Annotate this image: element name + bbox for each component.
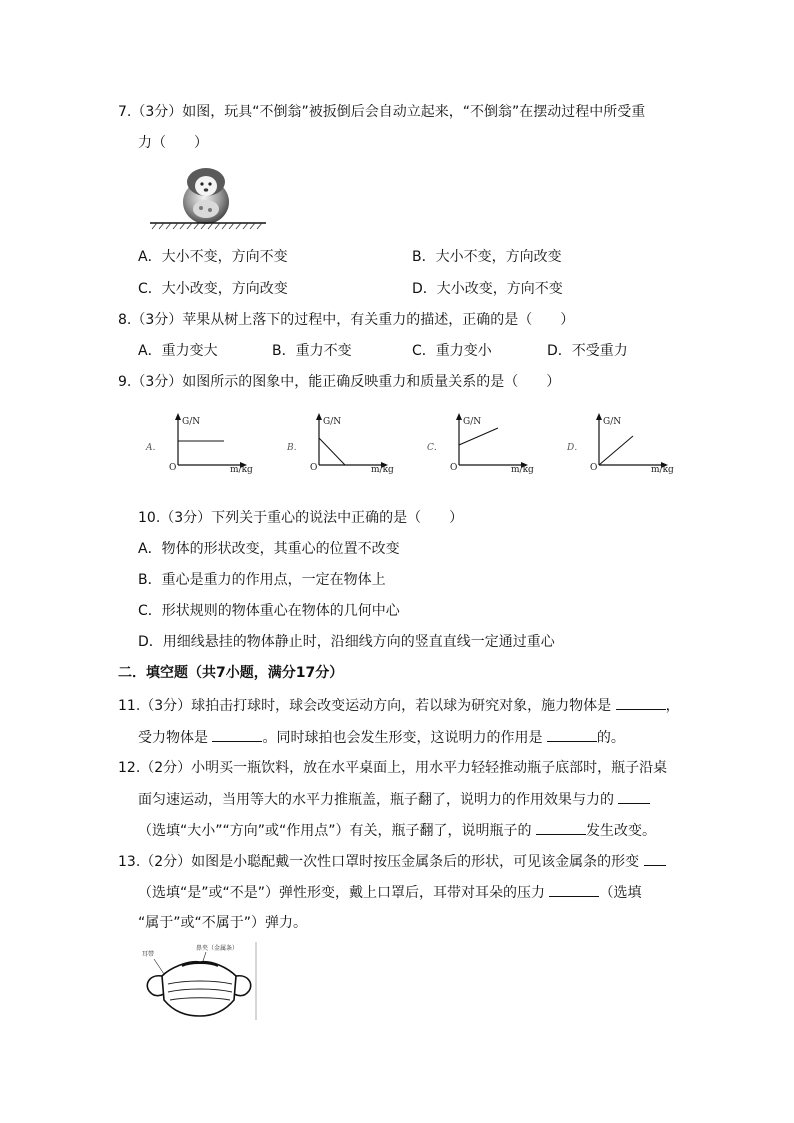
- section-heading-fill-in: 二．填空题（共7小题，满分17分）: [118, 665, 344, 681]
- q13-line1: [118, 851, 666, 872]
- q12-blank-1[interactable]: [618, 789, 650, 804]
- q9-graph-a[interactable]: [142, 412, 254, 474]
- q7-option-c[interactable]: C．大小改变，方向改变: [138, 281, 288, 297]
- q9-graph-b-line: [319, 438, 345, 465]
- q9-graph-d-option-label: D．: [567, 443, 584, 453]
- q9-stem: 9.（3分）如图所示的图象中，能正确反映重力和质量关系的是（ ）: [118, 374, 561, 390]
- q9-graph-b-origin: O: [310, 463, 318, 473]
- q13-line3: “属于”或“不属于”）弹力。: [138, 915, 308, 931]
- q10-option-b[interactable]: B．重心是重力的作用点，一定在物体上: [138, 572, 386, 588]
- q10-stem: 10.（3分）下列关于重心的说法中正确的是（ ）: [138, 510, 464, 526]
- q8-option-c[interactable]: C．重力变小: [412, 343, 492, 359]
- q9-graph-a-option-label: A．: [146, 443, 162, 453]
- q13-blank-1[interactable]: [644, 851, 666, 866]
- q13-blank-2[interactable]: [549, 882, 599, 897]
- q11-text-1-end: ，: [665, 698, 680, 714]
- q8-stem: 8.（3分）苹果从树上落下的过程中，有关重力的描述，正确的是（ ）: [118, 312, 575, 328]
- q12-line2: [138, 789, 650, 810]
- q13-text-1: 13.（2分）如图是小聪配戴一次性口罩时按压金属条后的形状，可见该金属条的形变: [118, 854, 640, 870]
- face-mask-figure: [140, 940, 260, 1022]
- q12-text-3b: 发生改变。: [585, 823, 656, 839]
- q9-graph-b-xlabel: m/kg: [371, 465, 394, 475]
- q11-text-1: 11.（3分）球拍击打球时，球会改变运动方向，若以球为研究对象，施力物体是: [118, 698, 612, 714]
- q9-graph-a-origin: O: [169, 463, 177, 473]
- q11-text-3: 。同时球拍也会发生形变，这说明力的作用是: [262, 730, 543, 746]
- q9-graph-a-ylabel: G/N: [182, 417, 201, 427]
- q13-text-2b: （选填: [599, 885, 642, 901]
- q9-graph-b-option-label: B．: [287, 443, 303, 453]
- tumbler-toy-figure: [148, 162, 268, 232]
- q8-option-b[interactable]: B．重力不变: [272, 343, 352, 359]
- q10-option-c[interactable]: C．形状规则的物体重心在物体的几何中心: [138, 603, 400, 619]
- q12-text-2: 面匀速运动，当用等大的水平力推瓶盖，瓶子翻了，说明力的作用效果与力的: [138, 792, 614, 808]
- q11-line1: [118, 695, 680, 716]
- q9-graph-c-line: [459, 428, 498, 445]
- q9-graph-d-line: [599, 436, 633, 465]
- q12-text-3a: （选填“大小”“方向”或“作用点”）有关，瓶子翻了，说明瓶子的: [138, 823, 532, 839]
- q8-option-d[interactable]: D．不受重力: [547, 343, 628, 359]
- q9-graph-b-ylabel: G/N: [323, 417, 342, 427]
- q9-graph-d-origin: O: [590, 463, 598, 473]
- q7-stem-line1: 7.（3分）如图，玩具“不倒翁”被扳倒后会自动立起来，“不倒翁”在摆动过程中所受重: [118, 104, 646, 120]
- q12-line3: [138, 820, 656, 841]
- q12-blank-2[interactable]: [536, 820, 586, 835]
- q10-option-a[interactable]: A．物体的形状改变，其重心的位置不改变: [138, 541, 400, 557]
- q11-blank-1[interactable]: [616, 695, 666, 710]
- q7-stem-line2: 力（ ）: [138, 135, 208, 151]
- q9-graph-c-xlabel: m/kg: [511, 465, 534, 475]
- q9-graph-d-xlabel: m/kg: [651, 465, 674, 475]
- q9-graph-c-origin: O: [450, 463, 458, 473]
- q9-graph-b[interactable]: [283, 412, 395, 474]
- q9-graph-c[interactable]: [423, 412, 535, 474]
- q10-option-d[interactable]: D．用细线悬挂的物体静止时，沿细线方向的竖直直线一定通过重心: [138, 634, 555, 650]
- q9-graph-a-xlabel: m/kg: [230, 465, 253, 475]
- q9-graph-c-option-label: C．: [427, 443, 443, 453]
- q7-option-d[interactable]: D．大小改变，方向不变: [412, 281, 563, 297]
- q8-option-a[interactable]: A．重力变大: [138, 343, 218, 359]
- q9-graph-c-ylabel: G/N: [463, 417, 482, 427]
- q11-text-2: 受力物体是: [138, 730, 208, 746]
- q9-graph-d-ylabel: G/N: [603, 417, 622, 427]
- q13-line2: [138, 882, 641, 903]
- q11-blank-3[interactable]: [547, 727, 597, 742]
- q11-blank-2[interactable]: [212, 727, 262, 742]
- mask-nose-label: 鼻夹（金属条）: [196, 945, 239, 952]
- q11-text-4: 的。: [596, 730, 625, 746]
- q7-option-b[interactable]: B．大小不变，方向改变: [412, 249, 562, 265]
- q13-text-2a: （选填“是”或“不是”）弹性形变，戴上口罩后，耳带对耳朵的压力: [138, 885, 546, 901]
- mask-ear-label: 耳带: [142, 951, 155, 958]
- q11-line2: [138, 727, 625, 748]
- q7-option-a[interactable]: A．大小不变，方向不变: [138, 249, 288, 265]
- q9-graph-d[interactable]: [563, 412, 675, 474]
- q12-line1: 12.（2分）小明买一瓶饮料，放在水平桌面上，用水平力轻轻推动瓶子底部时，瓶子沿桌: [118, 760, 668, 776]
